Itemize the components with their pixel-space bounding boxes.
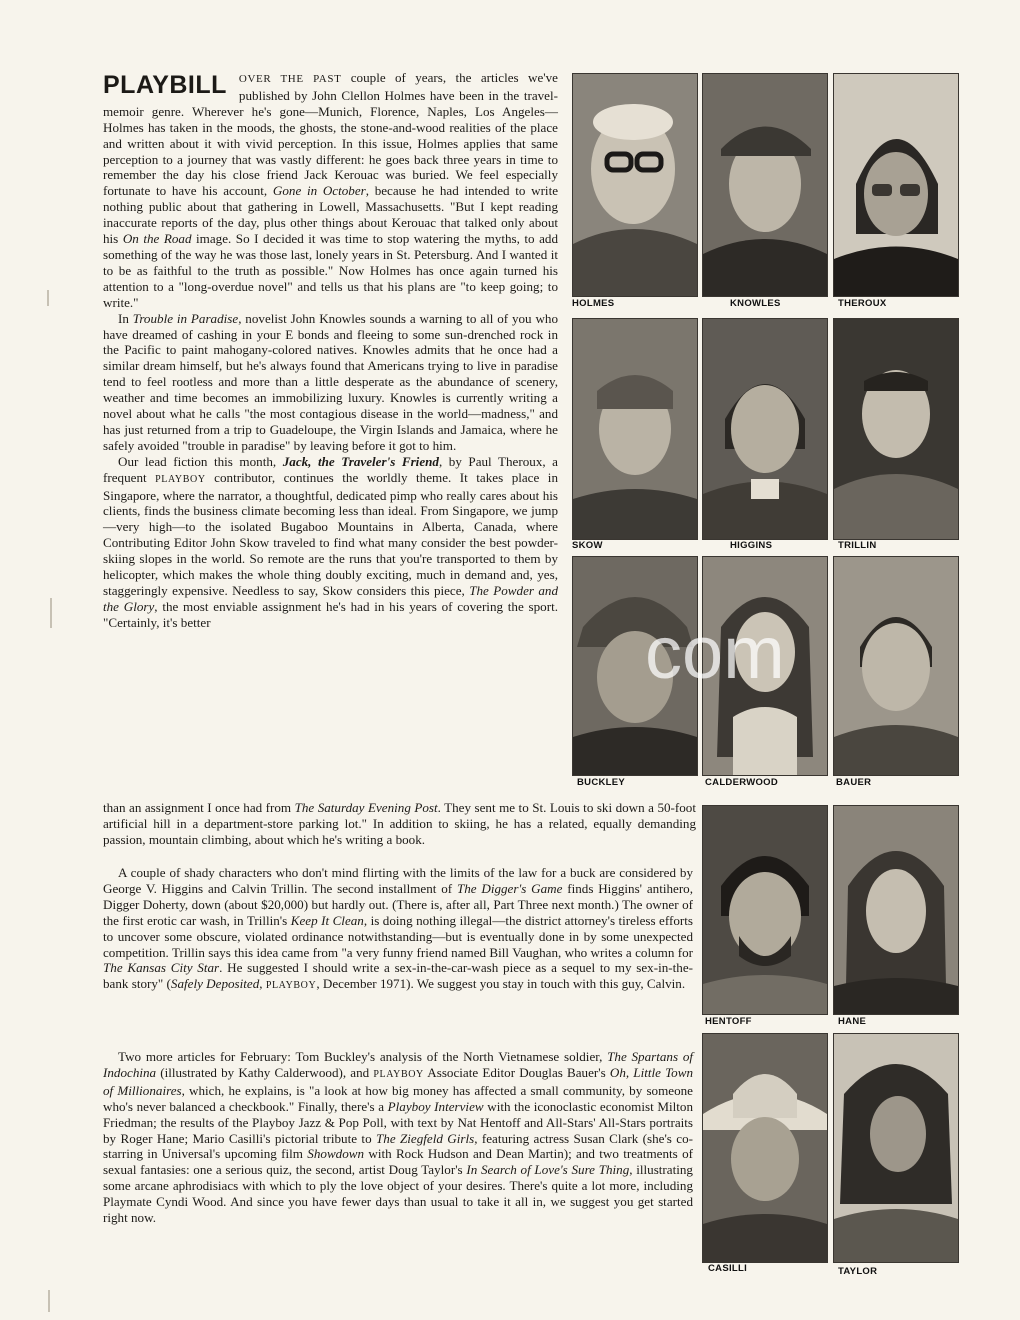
portrait-photo-skow [572, 318, 698, 540]
article-title: Safely Deposited [170, 976, 260, 992]
paragraph: Our lead fiction this month, Jack, the Traveler's Friend, by Paul Theroux, a frequent PLAYBOY contributor, continues the worldly theme. It takes place in Singapore, where the narrator, a thoughtful, dedicated pimp who really cares about his clients, finds the business climate becoming less than ideal. From Singapore, we jump—very high—to the isolated Bugaboo Mountains in Alberta, Canada, where Contributing Editor John Skow traveled to find what many consider the best powder-skiing slopes in the world. So remote are the runs that you're transported to them by helicopter, which makes the whole thing doubly exciting, much in demand and, yes, staggeringly expensive. Needless to say, Skow considers this piece, The Powder and the Glory, the most enviable assignment he's had in his years of covering the sport. "Certainly, it's better [103, 453, 558, 630]
caption-taylor: TAYLOR [838, 1266, 878, 1277]
article-title: The Digger's Game [456, 880, 563, 896]
article-title: The Spartans of Indochina [103, 1049, 694, 1080]
portrait-photo-bauer [833, 556, 959, 776]
newspaper-title: The Kansas City Star [103, 960, 220, 976]
caption-skow: SKOW [572, 540, 603, 551]
article-title: Jack, the Traveler's Friend [282, 453, 439, 469]
caption-calderwood: CALDERWOOD [705, 777, 779, 788]
feature-title: Playboy Interview [387, 1098, 484, 1114]
article-text-top [103, 70, 558, 631]
margin-mark [50, 598, 52, 628]
caption-trillin: TRILLIN [838, 540, 877, 551]
portrait-photo-theroux [833, 73, 959, 297]
article-title: Trouble in Paradise [132, 310, 239, 326]
portrait-photo-trillin [833, 318, 959, 540]
lead-in: OVER THE PAST [238, 73, 342, 85]
portrait-photo-calderwood [702, 556, 828, 776]
paragraph: A couple of shady characters who don't mind flirting with the limits of the law for a buck are considered by George V. Higgins and Calvin Trillin. The second installment of The Digger's Game finds Higgins' antihero, Digger Doherty, down (about $20,000) but hardly out. (There is, after all, Part Three next month.) The owner of the first erotic car wash, in Trillin's Keep It Clean, is doing nothing illegal—the district attorney's tireless efforts to uncover some obscure, violated ordinance notwithstanding—but is eventually done in by some unexpected competition. Trillin says this idea came from "a very funny friend named Bill Vaughan, who writes a column for The Kansas City Star. He suggested I should write a sex-in-the-car-wash piece as a sequel to my sex-in-the-bank story" (Safely Deposited, PLAYBOY, December 1971). We suggest you stay in touch with this guy, Calvin. [103, 865, 694, 992]
pictorial-title: The Ziegfeld Girls [376, 1130, 475, 1146]
caption-hentoff: HENTOFF [705, 1016, 752, 1027]
caption-bauer: BAUER [836, 777, 872, 788]
margin-mark [48, 1290, 50, 1312]
caption-hane: HANE [838, 1016, 867, 1027]
paragraph: than an assignment I once had from The Saturday Evening Post. They sent me to St. Louis to ski down a 50-foot artificial hill in a department-store parking lot." In addition to skiing, he has a related, equally demanding passion, mountain climbing, about which he's writing a book. [103, 800, 696, 847]
portrait-photo-knowles [702, 73, 828, 297]
caption-knowles: KNOWLES [730, 298, 781, 309]
article-text-mid [103, 800, 696, 848]
magazine-name: PLAYBOY [155, 473, 206, 485]
article-text-bottom [103, 1049, 693, 1226]
article-text-mid-2 [103, 865, 693, 994]
paragraph: Two more articles for February: Tom Buckley's analysis of the North Vietnamese soldier, The Spartans of Indochina (illustrated by Kathy Calderwood), and PLAYBOY Associate Editor Douglas Bauer's Oh, Little Town of Millionaires, which, he explains, is "a look at how big money has affected a small community, by someone who's never balanced a checkbook." Finally, there's a Playboy Interview with the iconoclastic economist Milton Friedman; the results of the Playboy Jazz & Pop Poll, with text by Nat Hentoff and All-Stars' All-Stars portraits by Roger Hane; Mario Casilli's pictorial tribute to The Ziegfeld Girls, featuring actress Susan Clark (she's co-starring in Universal's upcoming film Showdown with Rock Hudson and Dean Martin); and two treatments of sexual fantasies: one a serious quiz, the second, artist Doug Taylor's In Search of Love's Sure Thing, illustrating some arcane aphrodisiacs with which to ply the love object of your desires. There's quite a lot more, including Playmate Cyndi Wood. And since you have fewer days than usual to take it all in, we suggest you get started right now. [103, 1049, 694, 1226]
magazine-name: PLAYBOY [265, 980, 317, 992]
caption-holmes: HOLMES [572, 298, 615, 309]
caption-higgins: HIGGINS [730, 540, 773, 551]
film-title: Showdown [307, 1146, 365, 1162]
portrait-photo-higgins [702, 318, 828, 540]
paragraph: PLAYBILL OVER THE PAST couple of years, the articles we've published by John Clellon Holmes have been in the travel-memoir genre. Wherever he's gone—Munich, Florence, Naples, Los Angeles—Holmes has taken in the moods, the ghosts, the stone-and-wood realities of the place and written about it with vivid perception. In this issue, Holmes applies that same perception to a journey that was vastly different: he goes back three years in time to remember the day his close friend Jack Kerouac was buried. We feel especially fortunate to have his account, Gone in October, because he had intended to write nothing public about that gathering in Lowell, Massachusetts. "But I kept reading inaccurate reports of the day, plus other things about Kerouac that talked only about his On the Road image. So I decided it was time to stop watering the myths, to add something of the way he was those last, lonely years in St. Petersburg. And I wanted it to be as faithful to the truth as possible." Now Holmes has once again turned his attention to a "long-overdue novel" and tells us that his plans are "to keep going; to write." [103, 70, 559, 310]
portrait-photo-holmes [572, 73, 698, 297]
portrait-photo-hentoff [702, 805, 828, 1015]
article-title: Gone in October [272, 183, 366, 199]
portrait-photo-taylor [833, 1033, 959, 1263]
caption-buckley: BUCKLEY [577, 777, 626, 788]
article-title: Keep It Clean [290, 912, 364, 928]
watermark-text: com [645, 611, 785, 694]
article-title: Oh, Little Town of Millionaires [103, 1064, 693, 1098]
caption-theroux: THEROUX [838, 298, 887, 309]
book-title: On the Road [122, 231, 192, 247]
magazine-title: The Saturday Evening Post [294, 800, 438, 815]
article-title: The Powder and the Glory [103, 583, 558, 614]
portrait-photo-buckley [572, 556, 698, 776]
portrait-photo-hane [833, 805, 959, 1015]
masthead-title: PLAYBILL [103, 71, 227, 99]
margin-mark [47, 290, 49, 306]
feature-title: In Search of Love's Sure Thing [466, 1162, 630, 1178]
caption-casilli: CASILLI [708, 1263, 748, 1274]
magazine-name: PLAYBOY [373, 1068, 424, 1080]
portrait-photo-casilli [702, 1033, 828, 1263]
paragraph: In Trouble in Paradise, novelist John Knowles sounds a warning to all of you who have dreamed of cashing in your E bonds and fleeing to some sun-drenched rock in the Pacific to paint mahogany-colored natives. Knowles admits that he once had a similar dream himself, but he's always found that Americans trying to live in paradise tend to feel rootless and more than a little desperate as the abundance of scenery, weather and time becomes an immobilizing luxury. Knowles is currently writing a novel about what he calls "the most contagious disease in the world—madness," and has just returned from a trip to Guadeloupe, the Virgin Islands and Jamaica, where he safely avoided "trouble in paradise" by leaving before it got to him. [103, 310, 558, 453]
